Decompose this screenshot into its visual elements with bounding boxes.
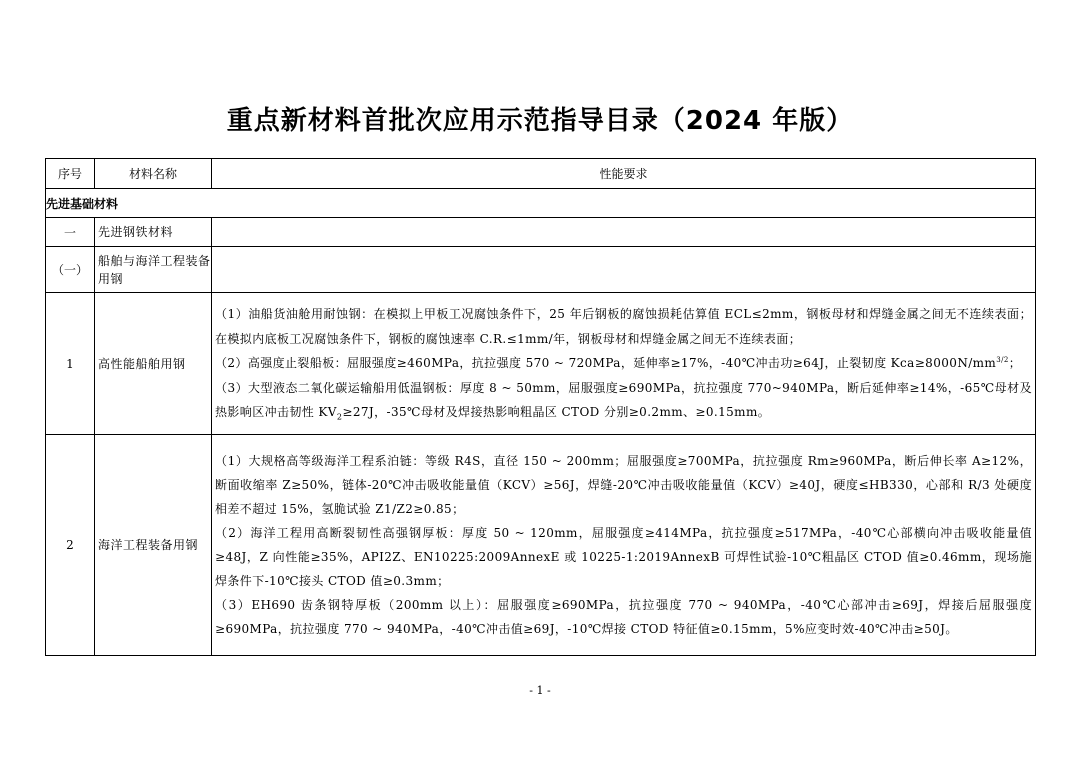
- requirement-text: （3）大型液态二氧化碳运输船用低温钢板：厚度 8 ~ 50mm，屈服强度≥690MPa，抗拉强度 770~940MPa，断后延伸率≥14%，-65℃母材及热影响区冲击韧性 KV: [215, 380, 1032, 420]
- requirement-text: （2）高强度止裂船板：屈服强度≥460MPa，抗拉强度 570 ~ 720MPa，延伸率≥17%，-40℃冲击功≥64J，止裂韧度 Kca≥8000N/mm: [215, 356, 997, 371]
- header-requirements: 性能要求: [212, 159, 1036, 189]
- requirements-cell: [212, 218, 1036, 247]
- category-label: 先进基础材料: [46, 189, 1036, 218]
- catalog-table: [45, 158, 1036, 656]
- row-number: 2: [46, 435, 95, 656]
- requirement-item: [212, 351, 1035, 376]
- table-header-row: [46, 159, 1036, 189]
- requirement-item: （1）大规格高等级海洋工程系泊链：等级 R4S，直径 150 ~ 200mm；屈服强度≥700MPa，抗拉强度 Rm≥960MPa，断后伸长率 A≥12%，断面收缩率 Z≥50%，链体-20℃冲击吸收能量值（KCV）≥56J，焊缝-20℃冲击吸收能量值（KCV）≥40J，硬度≤HB330，心部和 R/3 处硬度相差不超过 15%，氢脆试验 Z1/Z2≥0.85；: [215, 454, 1032, 516]
- row-number: 一: [46, 218, 95, 247]
- header-no: 序号: [46, 159, 95, 189]
- table-row: [46, 293, 1036, 435]
- row-number: 1: [46, 293, 95, 435]
- requirement-item: （2）海洋工程用高断裂韧性高强钢厚板：厚度 50 ~ 120mm，屈服强度≥414MPa，抗拉强度≥517MPa，-40℃心部横向冲击吸收能量值≥48J，Z 向性能≥35%，API2Z、EN10225:2009AnnexE 或 10225-1:2019AnnexB 可焊性试验-10℃粗晶区 CTOD 值≥0.46mm，现场施焊条件下-10℃接头 CTOD 值≥0.3mm；: [215, 526, 1032, 588]
- requirement-item: （1）油船货油舱用耐蚀钢：在模拟上甲板工况腐蚀条件下，25 年后钢板的腐蚀损耗估算值 ECL≤2mm，钢板母材和焊缝金属之间无不连续表面；在模拟内底板工况腐蚀条件下，钢板的腐蚀速率 C.R.≤1mm/年，钢板母材和焊缝金属之间无不连续表面；: [215, 307, 1032, 346]
- requirement-text: ≥27J，-35℃母材及焊接热影响粗晶区 CTOD 分别≥0.2mm、≥0.15mm。: [342, 405, 771, 420]
- subscript: 2: [336, 412, 343, 422]
- material-name: 海洋工程装备用钢: [95, 435, 212, 656]
- table-row: [46, 218, 1036, 247]
- table-row: [46, 247, 1036, 293]
- table-row: [46, 435, 1036, 656]
- requirement-item: [212, 376, 1035, 425]
- page-number: - 1 -: [529, 684, 551, 697]
- header-name: 材料名称: [95, 159, 212, 189]
- requirements-cell: [212, 293, 1036, 435]
- material-name: 船舶与海洋工程装备用钢: [95, 247, 212, 293]
- requirement-item: （3）EH690 齿条钢特厚板（200mm 以上）：屈服强度≥690MPa，抗拉强度 770 ~ 940MPa，-40℃心部冲击≥69J，焊接后屈服强度≥690MPa，抗拉强度 770 ~ 940MPa，-40℃冲击值≥69J，-10℃焊接 CTOD 特征值≥0.15mm，5%应变时效-40℃冲击≥50J。: [215, 598, 1032, 636]
- material-name: 先进钢铁材料: [95, 218, 212, 247]
- category-row: [46, 189, 1036, 218]
- row-number: （一）: [46, 247, 95, 293]
- requirement-end: ；: [1008, 356, 1022, 371]
- page-title: 重点新材料首批次应用示范指导目录（2024 年版）: [226, 106, 854, 136]
- requirements-cell: [212, 435, 1036, 656]
- material-name: 高性能船舶用钢: [95, 293, 212, 435]
- requirements-cell: [212, 247, 1036, 293]
- unit-exponent: 3/2: [996, 356, 1009, 365]
